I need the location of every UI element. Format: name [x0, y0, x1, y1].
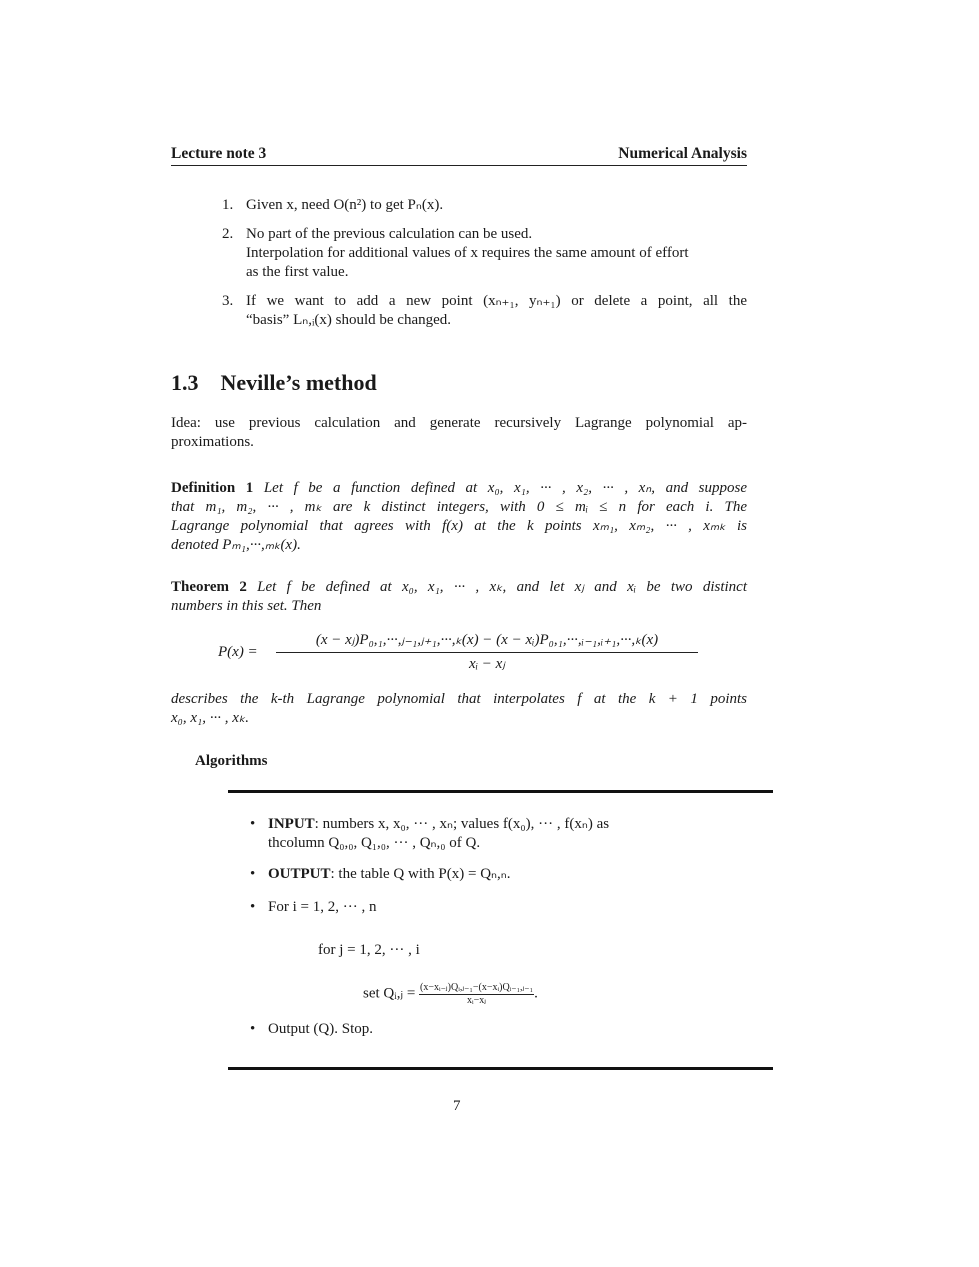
- set-q-end: .: [534, 985, 538, 1002]
- formula-denominator: xᵢ − xⱼ: [469, 656, 505, 672]
- list-item-line: as the first value.: [246, 264, 349, 280]
- header-left: Lecture note 3: [171, 145, 267, 162]
- list-item-line: Interpolation for additional values of x requires the same amount of effort: [246, 245, 689, 261]
- idea-paragraph: [171, 414, 747, 452]
- theorem-line: Let f be defined at x₀, x₁, ··· , xₖ, and let xⱼ and xᵢ be two distinct: [257, 579, 748, 595]
- definition-line: Let f be a function defined at x₀, x₁, ··· , x₂, ··· , xₙ, and suppose: [263, 480, 748, 496]
- list-item-number: 2.: [222, 226, 234, 242]
- list-item: [222, 196, 747, 215]
- set-q-numerator: (x−xᵢ₋ⱼ)Qᵢ,ⱼ₋₁−(x−xᵢ)Qᵢ₋₁,ⱼ₋₁: [420, 982, 534, 993]
- input-text: : numbers x, x₀, ··· , xₙ; values f(x₀), ··· , f(xₙ) as: [314, 816, 610, 832]
- for-j-text: for j = 1, 2, ··· , i: [318, 942, 420, 958]
- theorem-line: numbers in this set. Then: [171, 598, 322, 614]
- list-item-line: No part of the previous calculation can be used.: [246, 226, 533, 242]
- input-label: INPUT: [268, 816, 315, 832]
- section-number: 1.3: [171, 370, 199, 395]
- input-text-line2: thcolumn Q₀,₀, Q₁,₀, ··· , Qₙ,₀ of Q.: [268, 835, 481, 851]
- list-item-line: “basis” Lₙ,ᵢ(x) should be changed.: [246, 312, 452, 328]
- theorem-label: Theorem 2: [171, 579, 247, 595]
- bullet-icon: •: [250, 1021, 256, 1037]
- list-item: [222, 225, 747, 282]
- algorithm-list: [250, 815, 730, 1039]
- set-q-lhs: set Qᵢ,ⱼ =: [363, 985, 416, 1002]
- running-header: [171, 145, 747, 166]
- algorithm-for-i: [250, 898, 730, 917]
- definition-block: [171, 479, 747, 555]
- formula-fraction: [276, 631, 698, 674]
- set-q-line: [250, 982, 730, 1006]
- list-item: [222, 292, 747, 330]
- page-number: 7: [453, 1098, 461, 1114]
- theorem-conclusion: [171, 690, 747, 728]
- algorithm-top-rule: [228, 790, 773, 793]
- formula-lhs: P(x) =: [218, 644, 258, 660]
- section-title: Neville’s method: [220, 370, 377, 395]
- definition-line: denoted Pₘ₁,···,ₘₖ(x).: [171, 537, 301, 553]
- algorithm-output: [250, 865, 730, 884]
- definition-line: that m₁, m₂, ··· , mₖ are k distinct integers, with 0 ≤ mᵢ ≤ n for each i. The: [171, 499, 747, 515]
- formula-numerator: (x − xⱼ)P₀,₁,···,ⱼ₋₁,ⱼ₊₁,···,ₖ(x) − (x − xᵢ)P₀,₁,···,ᵢ₋₁,ᵢ₊₁,···,ₖ(x): [276, 631, 698, 653]
- for-i-text: For i = 1, 2, ··· , n: [268, 899, 377, 915]
- idea-line: proximations.: [171, 434, 254, 450]
- theorem-after-line: describes the k-th Lagrange polynomial that interpolates f at the k + 1 points: [171, 691, 747, 707]
- set-q-fraction: [419, 982, 534, 1006]
- list-item-number: 3.: [222, 293, 234, 309]
- definition-line: Lagrange polynomial that agrees with f(x) at the k points xₘ₁, xₘ₂, ··· , xₘₖ is: [171, 518, 747, 534]
- bullet-icon: •: [250, 816, 256, 832]
- algorithms-heading: Algorithms: [195, 753, 268, 769]
- theorem-block: [171, 578, 747, 616]
- list-item-line: If we want to add a new point (xₙ₊₁, yₙ₊₁) or delete a point, all the: [246, 293, 747, 309]
- list-item-line: Given x, need O(n²) to get Pₙ(x).: [246, 197, 444, 213]
- output-text: : the table Q with P(x) = Qₙ,ₙ.: [330, 866, 511, 882]
- algorithm-bottom-rule: [228, 1067, 773, 1070]
- header-right: Numerical Analysis: [618, 145, 747, 162]
- algorithm-input: [250, 815, 730, 853]
- algorithm-stop: [250, 1020, 730, 1039]
- bullet-icon: •: [250, 866, 256, 882]
- idea-line: Idea: use previous calculation and generate recursively Lagrange polynomial ap-: [171, 415, 747, 431]
- section-heading: [171, 370, 377, 396]
- output-label: OUTPUT: [268, 866, 331, 882]
- bullet-icon: •: [250, 899, 256, 915]
- list-item-number: 1.: [222, 197, 234, 213]
- definition-label: Definition 1: [171, 480, 254, 496]
- theorem-after-line: x₀, x₁, ··· , xₖ.: [171, 710, 250, 726]
- drawbacks-list: [222, 196, 747, 340]
- set-q-denominator: xᵢ−xⱼ: [467, 995, 487, 1006]
- output-stop-text: Output (Q). Stop.: [268, 1021, 373, 1037]
